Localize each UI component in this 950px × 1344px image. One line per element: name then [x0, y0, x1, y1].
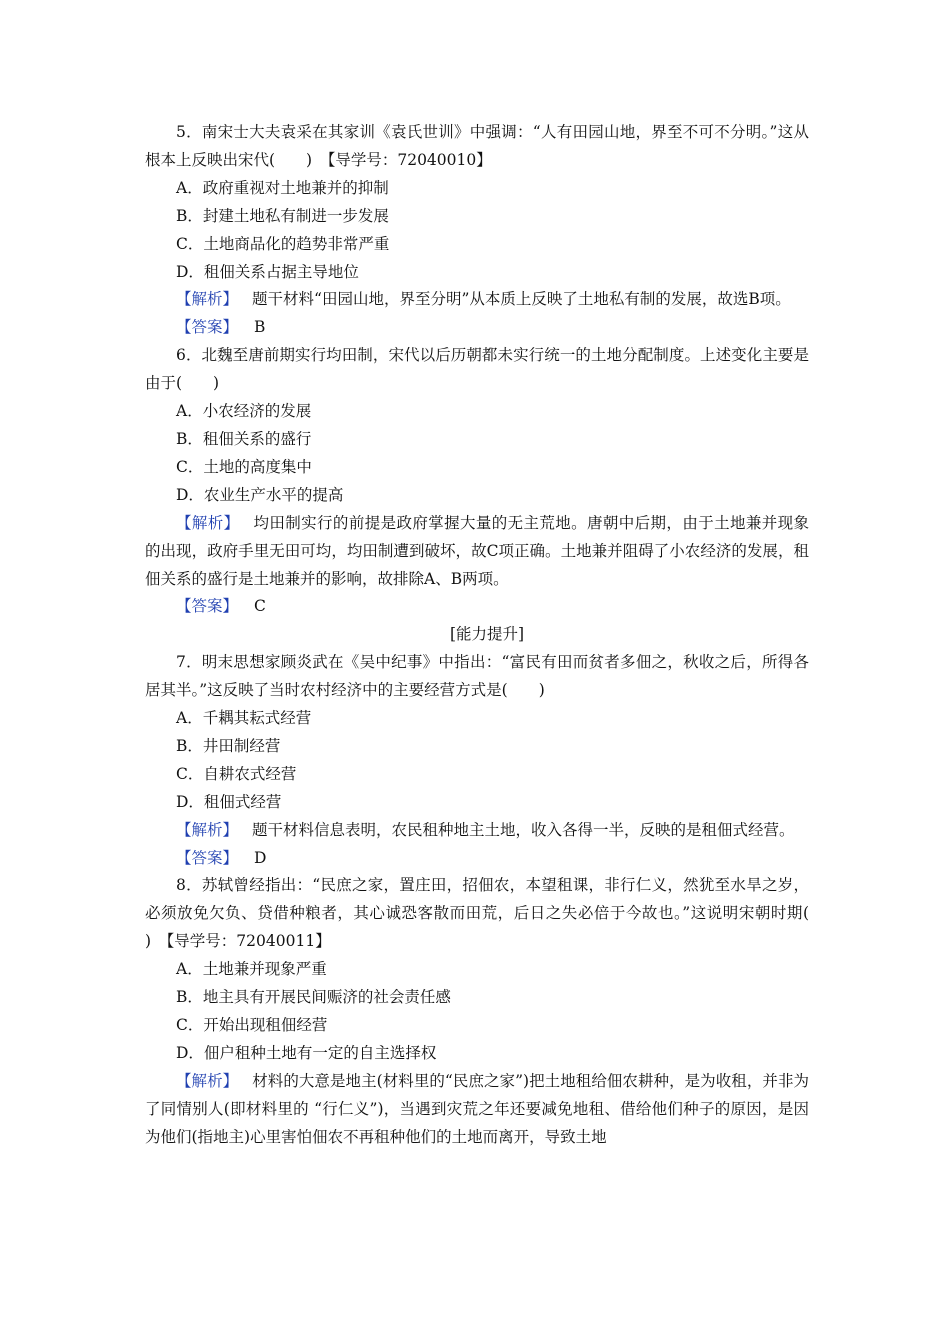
explanation — [145, 510, 809, 594]
answer-value: C — [254, 597, 266, 616]
question-stem: 8．苏轼曾经指出：“民庶之家，置庄田，招佃农，本望租课，非行仁义，然犹至水旱之岁，必须放免欠负、贷借种粮者，其心诚恐客散而田荒，后日之失必倍于今故也。”这说明宋朝时期( ) 【导学号：72040011】 — [145, 876, 841, 951]
question-8 — [145, 872, 841, 1151]
answer-value: D — [254, 848, 267, 867]
option-b: B．地主具有开展民间赈济的社会责任感 — [176, 988, 451, 1007]
explanation-label: 【解析】 — [176, 290, 239, 309]
answer-label: 【答案】 — [176, 597, 239, 616]
option-d: D．租佃式经营 — [176, 792, 282, 811]
explanation-text: 题干材料信息表明，农民租种地主土地，收入各得一半，反映的是租佃式经营。 — [252, 820, 795, 839]
answer-value: B — [254, 318, 266, 337]
option-c: C．土地商品化的趋势非常严重 — [176, 234, 390, 253]
option-b: B．封建土地私有制进一步发展 — [176, 206, 389, 225]
explanation-label: 【解析】 — [176, 1071, 239, 1090]
explanation-text: 题干材料“田园山地，界至分明”从本质上反映了土地私有制的发展，故选B项。 — [252, 290, 791, 309]
answer — [145, 314, 809, 342]
explanation-text: 均田制实行的前提是政府掌握大量的无主荒地。唐朝中后期，由于土地兼并现象的出现，政府手里无田可均，均田制遭到破坏，故C项正确。土地兼并阻碍了小农经济的发展，租佃关系的盛行是土地兼并的影响，故排除A、B两项。 — [145, 513, 809, 588]
explanation-text: 材料的大意是地主(材料里的“民庶之家”)把土地租给佃农耕种，是为收租，并非为了同情别人(即材料里的 “行仁义”)，当遇到灾荒之年还要减免地租、借给他们种子的原因，是因为他们(指地主)心里害怕佃农不再租种他们的土地而离开，导致土地 — [145, 1071, 809, 1146]
option-d: D．佃户租种土地有一定的自主选择权 — [176, 1043, 437, 1062]
question-stem: 6．北魏至唐前期实行均田制，宋代以后历朝都未实行统一的土地分配制度。上述变化主要是由于( ) — [145, 346, 809, 393]
option-a: A．千耦其耘式经营 — [176, 709, 312, 728]
explanation — [145, 286, 809, 314]
question-7 — [145, 649, 809, 872]
explanation-label: 【解析】 — [176, 513, 240, 532]
answer-label: 【答案】 — [176, 848, 239, 867]
option-b: B．租佃关系的盛行 — [176, 429, 312, 448]
option-c: C．开始出现租佃经营 — [176, 1016, 328, 1034]
question-6 — [145, 342, 809, 621]
section-title: [能力提升] — [449, 625, 525, 644]
option-a: A．小农经济的发展 — [176, 402, 312, 421]
option-a: A．政府重视对土地兼并的抑制 — [176, 178, 389, 197]
question-stem: 7．明末思想家顾炎武在《吴中纪事》中指出：“富民有田而贫者多佃之，秋收之后，所得各居其半。”这反映了当时农村经济中的主要经营方式是( ) — [145, 653, 809, 700]
answer-label: 【答案】 — [176, 318, 239, 337]
option-a: A．土地兼并现象严重 — [176, 960, 327, 979]
option-b: B．井田制经营 — [176, 736, 281, 755]
option-c: C．土地的高度集中 — [176, 457, 312, 476]
answer — [145, 593, 809, 621]
question-stem: 5．南宋士大夫袁采在其家训《袁氏世训》中强调：“人有田园山地，界至不可不分明。”这从根本上反映出宋代( ) 【导学号：72040010】 — [145, 123, 809, 169]
document-body — [145, 119, 841, 1152]
explanation — [145, 817, 809, 845]
answer — [145, 845, 809, 873]
explanation-label: 【解析】 — [176, 820, 239, 839]
option-c: C．自耕农式经营 — [176, 764, 297, 783]
option-d: D．租佃关系占据主导地位 — [176, 262, 359, 281]
question-5 — [145, 119, 809, 342]
option-d: D．农业生产水平的提高 — [176, 485, 344, 504]
explanation — [145, 1068, 809, 1152]
